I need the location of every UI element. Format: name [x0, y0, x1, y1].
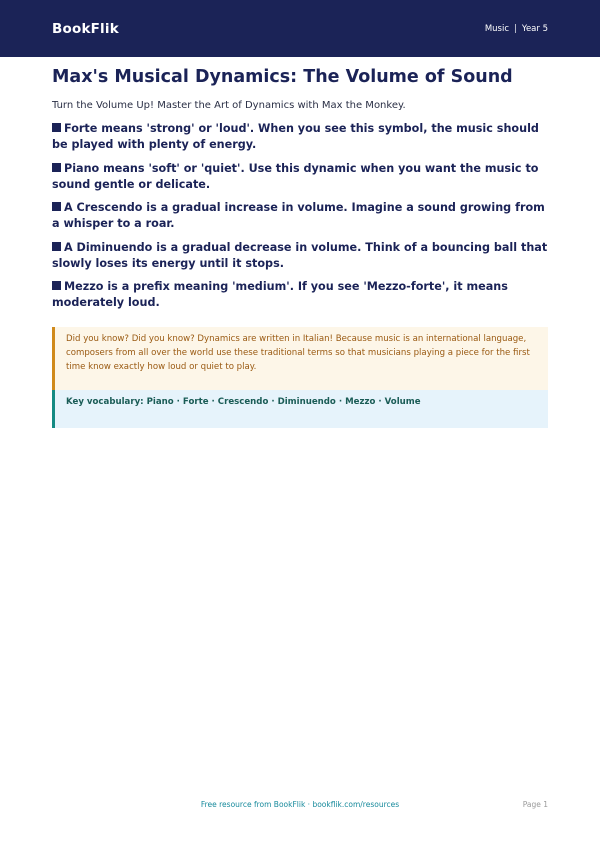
key-point-text: Piano means 'soft' or 'quiet'. Use this dynamic when you want the music to sound gentle or delicate.	[52, 161, 539, 191]
brand-logo-text[interactable]: BookFlik	[52, 20, 119, 37]
header-bar	[0, 0, 600, 57]
key-point	[52, 240, 548, 272]
page-subtitle: Turn the Volume Up! Master the Art of Dynamics with Max the Monkey.	[52, 100, 406, 111]
square-bullet-icon	[52, 123, 61, 132]
footer-credit-link[interactable]: Free resource from BookFlik · bookflik.com/resources	[200, 800, 400, 809]
breadcrumb-year: Year 5	[521, 23, 548, 34]
key-point	[52, 200, 548, 232]
square-bullet-icon	[52, 163, 61, 172]
key-point-text: Mezzo is a prefix meaning 'medium'. If you see 'Mezzo-forte', it means moderately loud.	[52, 280, 508, 309]
vocabulary-text: Key vocabulary: Piano · Forte · Crescendo · Diminuendo · Mezzo · Volume	[66, 397, 421, 407]
callout-text: Did you know? Did you know? Dynamics are written in Italian! Because music is an international language, composers from all over the world use these traditional terms so that musicians playing a piece for the first time know exactly how loud or quiet to play.	[66, 334, 530, 372]
vocabulary-box	[52, 390, 548, 428]
footer	[0, 800, 600, 814]
breadcrumb-separator: |	[514, 23, 517, 34]
key-point-text: A Crescendo is a gradual increase in volume. Imagine a sound growing from a whisper to a roar.	[52, 201, 545, 230]
page-title: Max's Musical Dynamics: The Volume of Sound	[52, 67, 513, 87]
key-point	[52, 161, 548, 193]
page-number: Page 1	[522, 800, 548, 809]
square-bullet-icon	[52, 202, 61, 211]
key-point	[52, 279, 548, 311]
key-points-list	[52, 121, 548, 319]
breadcrumb-subject: Music	[484, 23, 510, 34]
did-you-know-callout	[52, 327, 548, 390]
key-point-text: Forte means 'strong' or 'loud'. When you see this symbol, the music should be played with plenty of energy.	[52, 122, 539, 151]
square-bullet-icon	[52, 281, 61, 290]
breadcrumb	[485, 24, 548, 34]
key-point-text: A Diminuendo is a gradual decrease in volume. Think of a bouncing ball that slowly loses its energy until it stops.	[52, 240, 548, 270]
key-point	[52, 121, 548, 153]
square-bullet-icon	[52, 242, 61, 251]
